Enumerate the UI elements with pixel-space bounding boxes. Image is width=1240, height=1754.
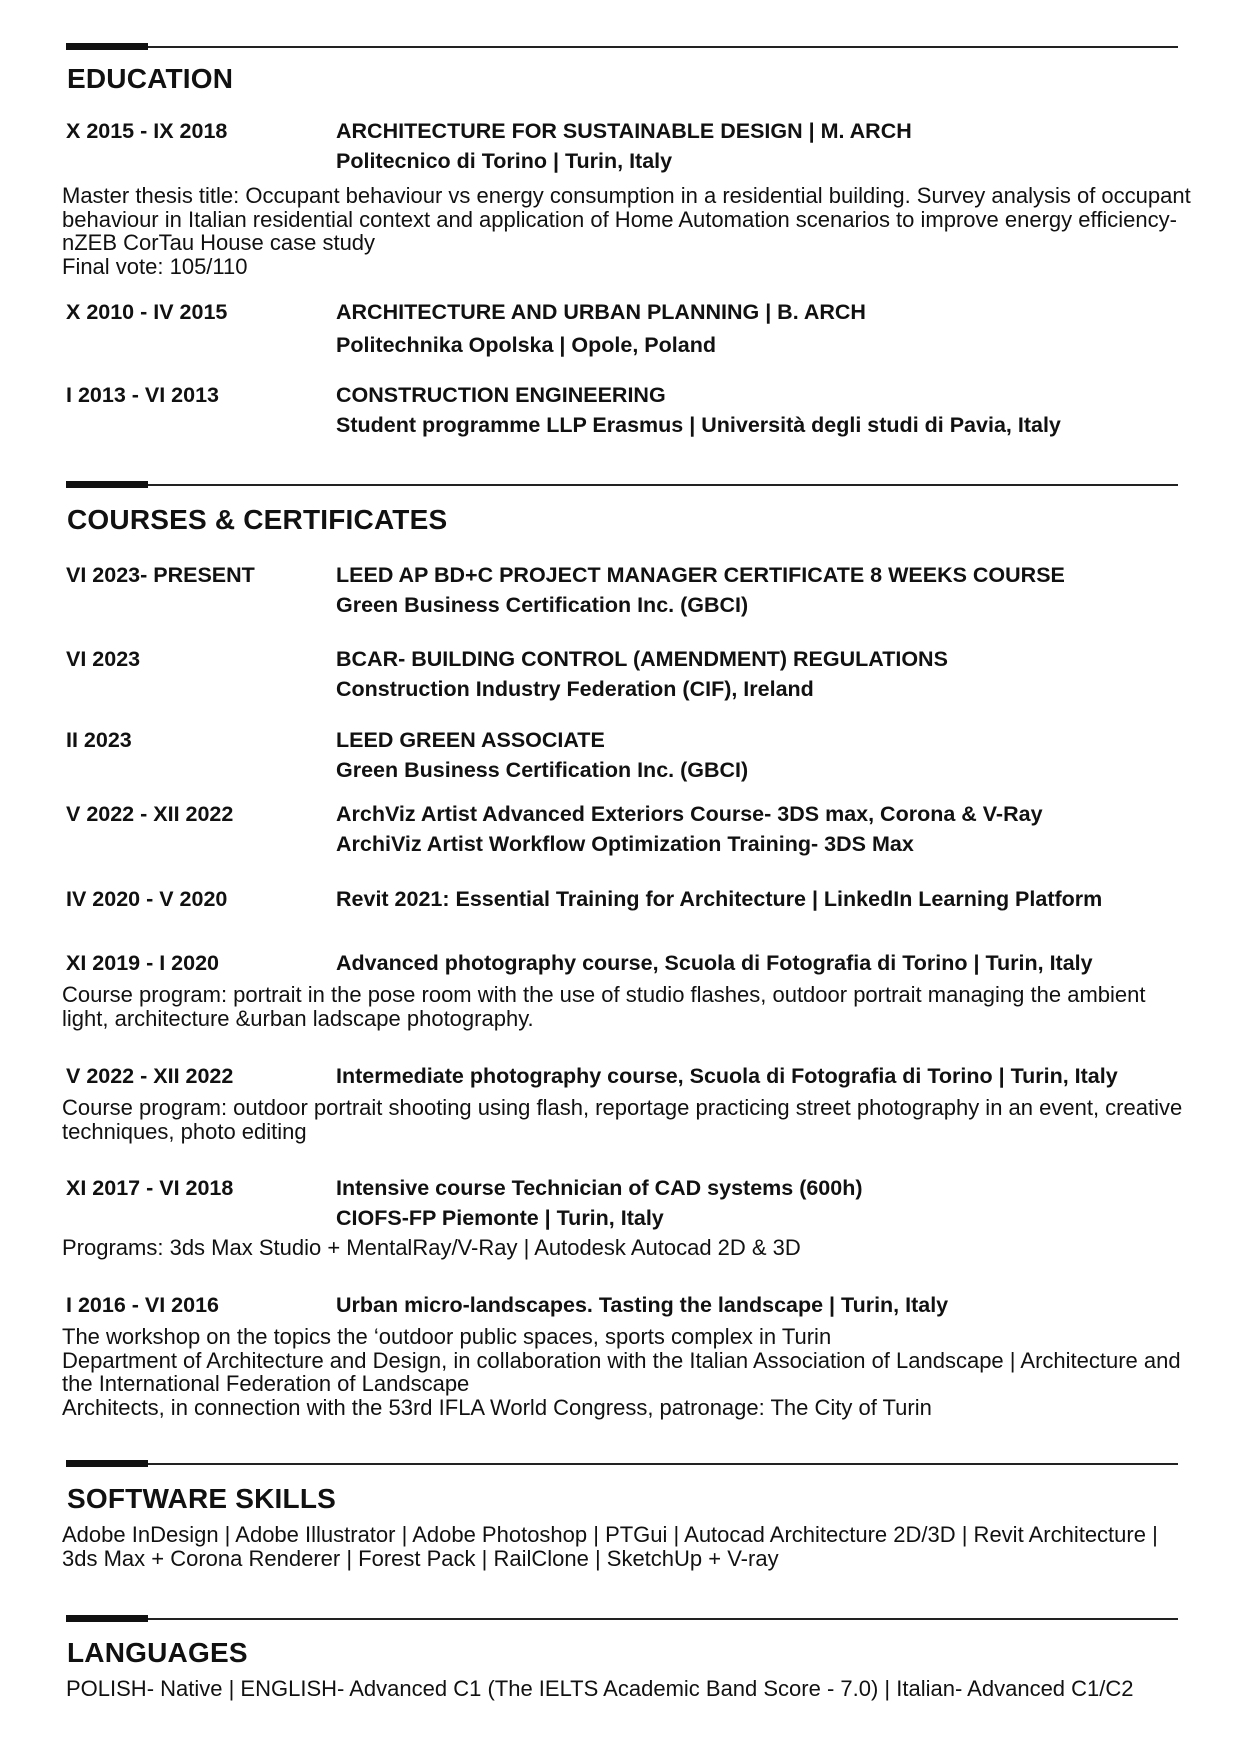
entry-title <box>336 951 1093 976</box>
section-divider-languages <box>66 1618 1178 1620</box>
course-title: BCAR- BUILDING CONTROL (AMENDMENT) REGULATIONS <box>336 647 948 671</box>
entry-date: VI 2023 <box>66 647 141 671</box>
entry-date: V 2022 - XII 2022 <box>66 1064 234 1088</box>
section-heading-courses: COURSES & CERTIFICATES <box>67 504 448 535</box>
course-title: Intermediate photography course, Scuola di Fotografia di Torino | Turin, Italy <box>336 1064 1118 1088</box>
entry-date: I 2013 - VI 2013 <box>66 383 219 407</box>
entry-title <box>336 728 748 783</box>
institution: Politechnika Opolska | Opole, Poland <box>336 333 716 357</box>
course-title: LEED GREEN ASSOCIATE <box>336 728 605 752</box>
section-divider-education <box>66 46 1178 48</box>
degree-title: ARCHITECTURE FOR SUSTAINABLE DESIGN | M. ARCH <box>336 119 912 143</box>
course-provider: Green Business Certification Inc. (GBCI) <box>336 593 749 617</box>
entry-date: IV 2020 - V 2020 <box>66 887 228 911</box>
course-provider: ArchiViz Artist Workflow Optimization Training- 3DS Max <box>336 832 914 856</box>
description-line: The workshop on the topics the ‘outdoor public spaces, sports complex in Turin <box>62 1324 832 1349</box>
institution: Student programme LLP Erasmus | Università degli studi di Pavia, Italy <box>336 413 1061 437</box>
entry-title <box>336 300 866 358</box>
section-divider-software <box>66 1463 1178 1465</box>
description-line: Department of Architecture and Design, in collaboration with the Italian Association of Landscape | Architecture and the International Federation of Landscape <box>62 1347 1181 1396</box>
entry-date: X 2010 - IV 2015 <box>66 300 228 324</box>
course-title: ArchViz Artist Advanced Exteriors Course- 3DS max, Corona & V-Ray <box>336 802 1043 826</box>
entry-description <box>62 184 1192 278</box>
section-heading-software: SOFTWARE SKILLS <box>67 1483 336 1514</box>
entry-title <box>336 563 1065 618</box>
course-provider: Green Business Certification Inc. (GBCI) <box>336 758 749 782</box>
entry-date: I 2016 - VI 2016 <box>66 1293 219 1317</box>
entry-date: VI 2023- PRESENT <box>66 563 255 587</box>
entry-date: II 2023 <box>66 728 132 752</box>
entry-title <box>336 383 1061 438</box>
entry-title <box>336 647 948 702</box>
section-heading-education: EDUCATION <box>67 63 234 94</box>
languages-text: POLISH- Native | ENGLISH- Advanced C1 (The IELTS Academic Band Score - 7.0) | Italian- Advanced C1/C2 <box>66 1676 1134 1701</box>
course-description <box>62 1325 1192 1419</box>
course-title: Advanced photography course, Scuola di Fotografia di Torino | Turin, Italy <box>336 951 1093 975</box>
description-line: Architects, in connection with the 53rd IFLA World Congress, patronage: The City of Turin <box>62 1394 932 1420</box>
degree-title: ARCHITECTURE AND URBAN PLANNING | B. ARCH <box>336 300 866 324</box>
entry-title <box>336 1064 1118 1089</box>
course-description: Course program: outdoor portrait shooting using flash, reportage practicing street photography in an event, creative techniques, photo editing <box>62 1095 1183 1144</box>
section-heading-languages: LANGUAGES <box>67 1637 248 1668</box>
course-description: Course program: portrait in the pose room with the use of studio flashes, outdoor portrait managing the ambient light, architecture &urban ladscape photography. <box>62 982 1146 1031</box>
entry-title <box>336 802 1043 857</box>
course-title: Revit 2021: Essential Training for Architecture | LinkedIn Learning Platform <box>336 887 1103 911</box>
institution: Politecnico di Torino | Turin, Italy <box>336 149 673 173</box>
course-description: Programs: 3ds Max Studio + MentalRay/V-Ray | Autodesk Autocad 2D & 3D <box>62 1235 801 1260</box>
entry-title <box>336 887 1102 912</box>
course-title: Urban micro-landscapes. Tasting the landscape | Turin, Italy <box>336 1293 949 1317</box>
section-divider-courses <box>66 484 1178 486</box>
entry-title <box>336 1176 863 1231</box>
course-title: Intensive course Technician of CAD systems (600h) <box>336 1176 863 1200</box>
course-provider: Construction Industry Federation (CIF), Ireland <box>336 677 814 701</box>
entry-date: V 2022 - XII 2022 <box>66 802 234 826</box>
final-vote: Final vote: 105/110 <box>62 253 248 279</box>
degree-title: CONSTRUCTION ENGINEERING <box>336 383 666 407</box>
thesis-description: Master thesis title: Occupant behaviour vs energy consumption in a residential building. Survey analysis of occupant behaviour in Italian residential context and application of Home Automation scenarios to improve energy efficiency- nZEB CorTau House case study <box>62 183 1191 255</box>
entry-date: X 2015 - IX 2018 <box>66 119 228 143</box>
software-skills-text: Adobe InDesign | Adobe Illustrator | Adobe Photoshop | PTGui | Autocad Architecture 2D/3D | Revit Architecture | 3ds Max + Corona Renderer | Forest Pack | RailClone | SketchUp + V-ray <box>62 1522 1158 1571</box>
course-provider: CIOFS-FP Piemonte | Turin, Italy <box>336 1206 664 1230</box>
entry-date: XI 2017 - VI 2018 <box>66 1176 234 1200</box>
entry-title <box>336 1293 948 1318</box>
entry-title <box>336 119 912 174</box>
course-title: LEED AP BD+C PROJECT MANAGER CERTIFICATE 8 WEEKS COURSE <box>336 563 1065 587</box>
entry-date: XI 2019 - I 2020 <box>66 951 219 975</box>
